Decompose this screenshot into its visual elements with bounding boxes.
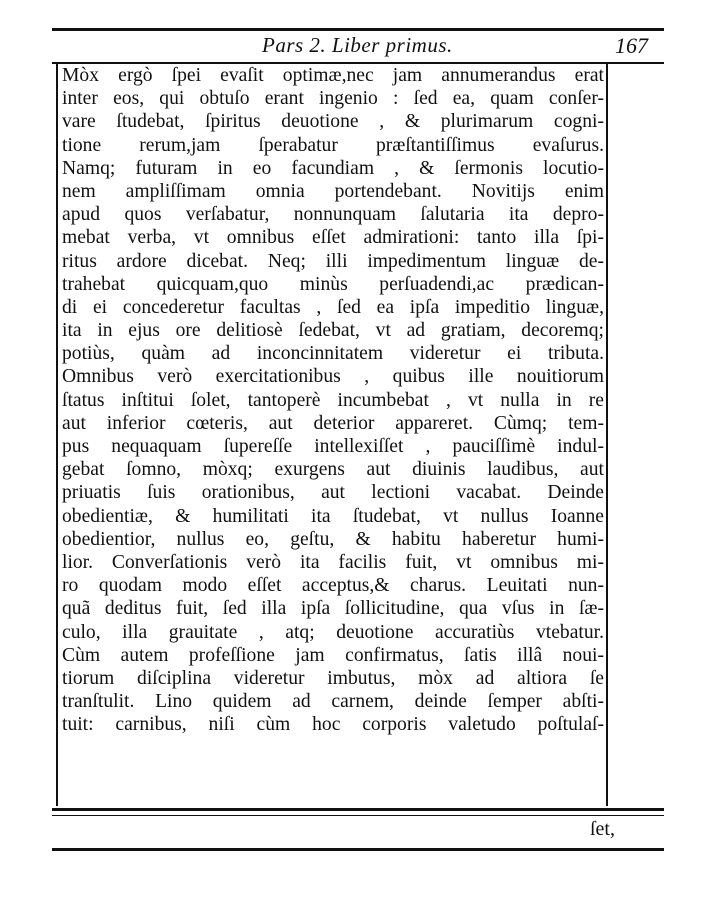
text-line: Cùm autem profeſſione jam confirmatus, ſatis illâ noui- [62,644,604,666]
text-line: ro quodam modo eſſet acceptus,& charus. Leuitati nun- [62,575,604,597]
text-line: apud quos verſabatur, nonnunquam ſalutaria ita depro- [62,204,604,226]
text-line: Namq; futuram in eo facundiam , & ſermonis locutio- [62,157,604,179]
running-head [52,31,664,61]
text-line: pus nequaquam ſupereſſe intellexiſſet , pauciſſimè indul- [62,436,604,457]
catchword: ſet, [590,818,615,840]
text-line: tione rerum,jam ſperabatur præſtantiſſimus evaſurus. [62,134,604,156]
text-line: gebat ſomno, mòxq; exurgens aut diuinis laudibus, aut [62,459,604,481]
text-line: tuit: carnibus, niſi cùm hoc corporis valetudo poſtulaſ- [62,714,604,736]
text-line: obedientior, nullus eo, geſtu, & habitu haberetur humi- [62,528,604,550]
frame-left-rule [56,62,58,806]
footer-rule-bottom [52,848,664,851]
text-line: tranſtulit. Lino quidem ad carnem, deinde ſemper abſti- [62,691,604,713]
footer-rule-thin [52,815,664,816]
text-line: ita in ejus ore delitiosè ſedebat, vt ad gratiam, decoremq; [62,320,604,342]
text-line: quã deditus fuit, ſed illa ipſa ſollicitudine, qua vſus in ſæ- [62,598,604,620]
text-line: vare ſtudebat, ſpiritus deuotione , & plurimarum cogni- [62,111,604,133]
text-line: ſtatus inſtitui ſolet, tantoperè incumbebat , vt nulla in re [62,389,604,411]
text-line: Omnibus verò exercitationibus , quibus ille nouitiorum [62,366,604,388]
text-line: ritus ardore dicebat. Neq; illi impedimentum linguæ de- [62,250,604,272]
text-line: aut inferior cœteris, aut deterior appareret. Cùmq; tem- [62,412,604,434]
text-line: potiùs, quàm ad inconcinnitatem videretur ei tributa. [62,343,604,365]
text-line: inter eos, qui obtuſo erant ingenio : ſed ea, quam conſer- [62,88,604,110]
text-line: tiorum diſciplina videretur imbutus, mòx ad altiora ſe [62,667,604,689]
page-number: 167 [615,33,648,58]
text-line: mebat verba, vt omnibus eſſet admirationi: tanto illa ſpi- [62,227,604,249]
text-line: lior. Converſationis verò ita facilis fuit, vt omnibus mi- [62,551,604,573]
text-line: Mòx ergò ſpei evaſit optimæ,nec jam annumerandus erat [62,65,604,86]
text-line: obedientiæ, & humilitati ita ſtudebat, vt nullus Ioanne [62,505,604,527]
text-line: priuatis ſuis orationibus, aut lectioni vacabat. Deinde [62,482,604,504]
footer-rule-thick [52,808,664,811]
text-line: culo, illa grauitate , atq; deuotione accuratiùs vtebatur. [62,621,604,643]
body-text [62,64,604,736]
text-line: trahebat quicquam,quo minùs perſuadendi,ac prædican- [62,273,604,295]
frame-right-rule [606,62,608,806]
text-line: nem ampliſſimam omnia portendebant. Novitijs enim [62,180,604,202]
text-line: di ei concederetur facultas , ſed ea ipſa impeditio linguæ, [62,296,604,318]
running-title: Pars 2. Liber primus. [262,33,453,57]
